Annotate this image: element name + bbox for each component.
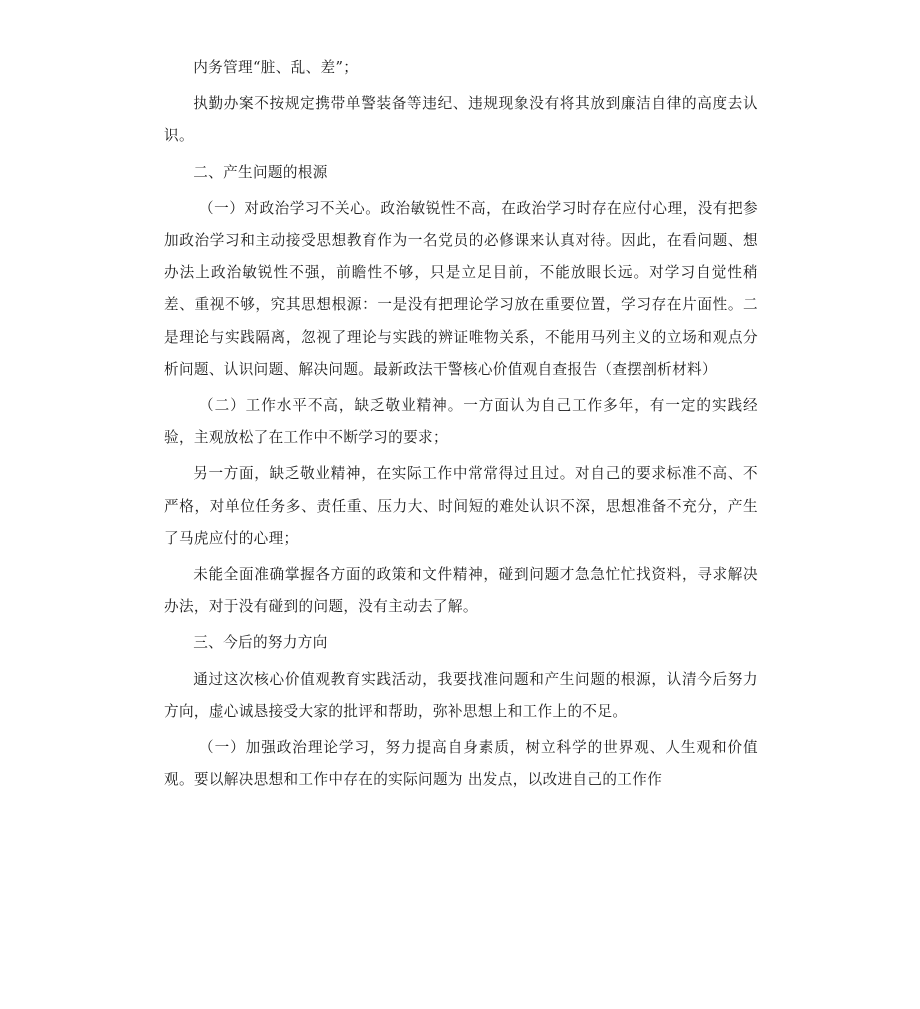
section-heading-root-causes: 二、产生问题的根源 — [193, 163, 328, 181]
paragraph-work-level: （二）工作水平不高，缺乏敬业精神。一方面认为自己工作多年，有一定的实践经验，主观放松了在工作中不断学习的要求； — [164, 397, 758, 447]
paragraph-practice-activity: 通过这次核心价值观教育实践活动，我要找准问题和产生问题的根源，认清今后努力方向，虚心诚恳接受大家的批评和帮助，弥补思想上和工作上的不足。 — [164, 670, 758, 720]
paragraph-policy-grasp: 未能全面准确掌握各方面的政策和文件精神，碰到问题才急急忙忙找资料，寻求解决办法，对于没有碰到的问题，没有主动去了解。 — [164, 566, 758, 616]
paragraph-political-study: （一）对政治学习不关心。政治敏锐性不高，在政治学习时存在应付心理，没有把参加政治学习和主动接受思想教育作为一名党员的必修课来认真对待。因此，在看问题、想办法上政治敏锐性不强，前瞻性不够，只是立足目前，不能放眼长远。对学习自觉性稍差、重视不够，究其思想根源：一是没有把理论学习放在重要位置，学习存在片面性。二是理论与实践隔离，忽视了理论与实践的辨证唯物关系，不能用马列主义的立场和观点分析问题、认识问题、解决问题。最新政法干警核心价值观自查报告（查摆剖析材料） — [164, 199, 758, 378]
paragraph-housekeeping: 内务管理“脏、乱、差”； — [193, 59, 359, 76]
paragraph-theory-study: （一）加强政治理论学习，努力提高自身素质，树立科学的世界观、人生观和价值观。要以解决思想和工作中存在的实际问题为 出发点，以改进自己的工作作 — [164, 739, 758, 789]
paragraph-duty-violations: 执勤办案不按规定携带单警装备等违纪、违规现象没有将其放到廉洁自律的高度去认识。 — [164, 95, 758, 145]
document-page — [164, 52, 758, 800]
paragraph-dedication: 另一方面，缺乏敬业精神，在实际工作中常常得过且过。对自己的要求标准不高、不严格，对单位任务多、责任重、压力大、时间短的难处认识不深，思想准备不充分，产生了马虎应付的心理； — [164, 465, 758, 547]
section-heading-future-direction: 三、今后的努力方向 — [193, 634, 328, 652]
